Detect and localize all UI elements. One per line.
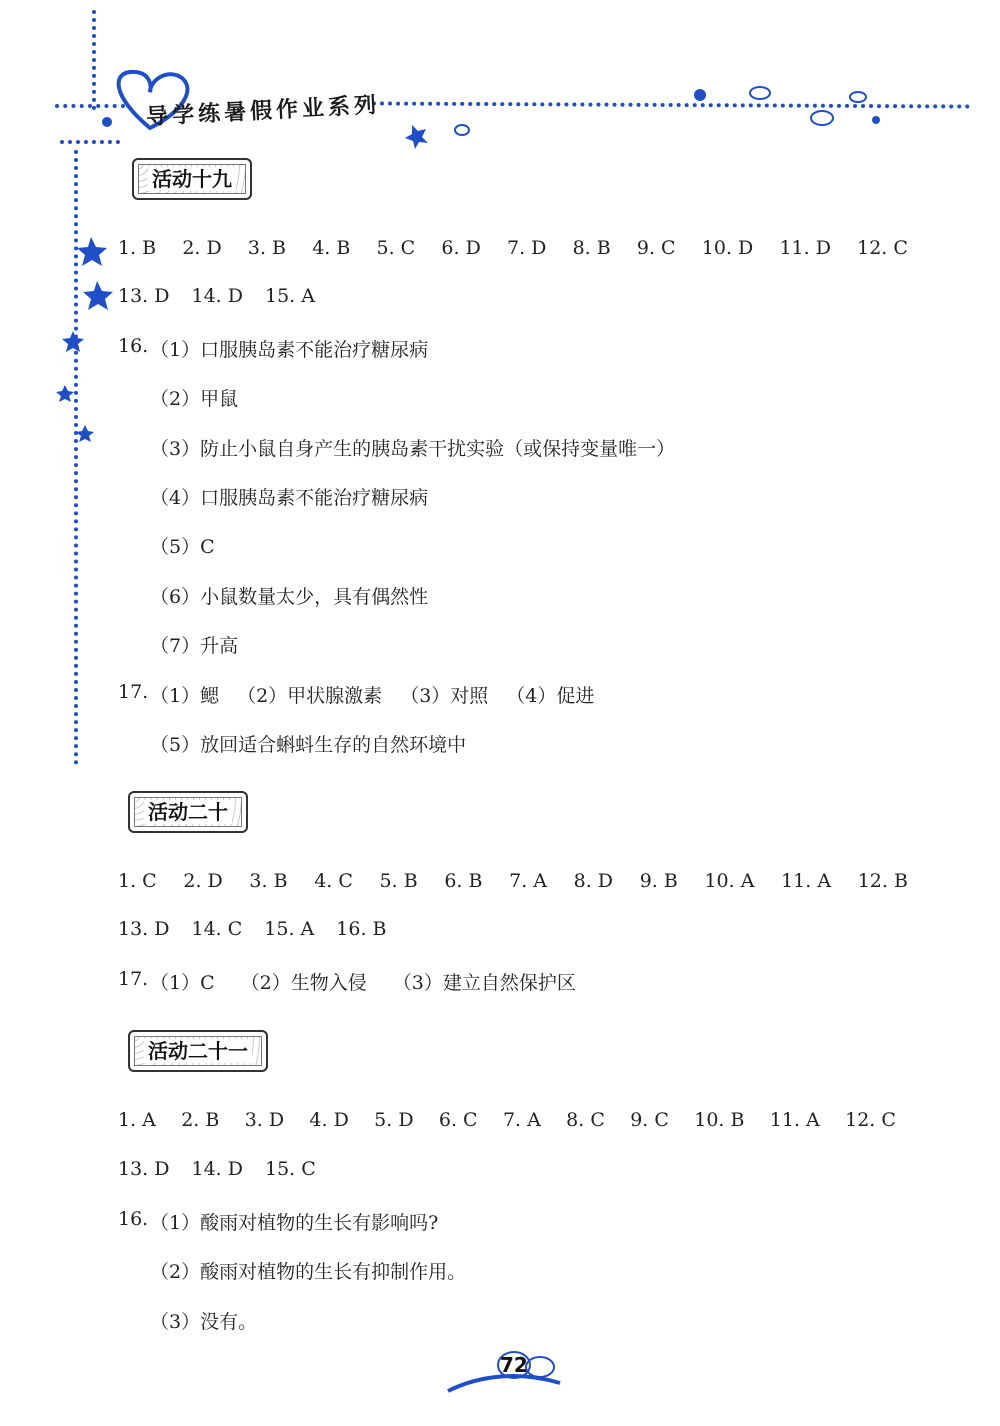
answer-item: 9. B <box>639 870 678 892</box>
mc-answers-row <box>118 237 908 259</box>
answer-part: （7）升高 <box>150 635 239 657</box>
answer-part: （2）酸雨对植物的生长有抑制作用。 <box>150 1261 467 1283</box>
answer-item: 2. B <box>181 1109 220 1131</box>
star-icon <box>77 237 107 266</box>
answer-item: 4. B <box>312 237 351 259</box>
answer-item: 15. A <box>265 285 315 307</box>
answer-item: 8. B <box>572 237 611 259</box>
answer-part: （3）建立自然保护区 <box>392 972 576 994</box>
answer-item: 13. D <box>118 285 170 307</box>
answer-item: 10. D <box>701 237 754 259</box>
answer-item: 6. C <box>438 1109 478 1131</box>
star-icon <box>56 385 74 402</box>
answer-item: 9. C <box>630 1109 669 1131</box>
answer-item: 14. D <box>191 1158 243 1180</box>
answer-part: （2）甲状腺激素 <box>237 685 383 707</box>
answer-item: 12. C <box>857 237 908 259</box>
section-title: 活动十九 <box>148 167 236 191</box>
star-icon <box>83 281 113 310</box>
section-title-badge <box>128 1030 268 1072</box>
question-label: 17. <box>118 968 149 990</box>
answer-part: （5）C <box>150 536 215 558</box>
mc-answers-row <box>118 1109 896 1131</box>
page-number: 72 <box>500 1353 528 1377</box>
section-title-badge <box>128 791 248 833</box>
answer-item: 10. B <box>694 1109 745 1131</box>
answer-line <box>150 681 594 708</box>
answer-item: 5. C <box>376 237 416 259</box>
answer-part: （1）C <box>150 972 215 994</box>
answer-item: 2. D <box>183 870 223 892</box>
answer-item: 1. B <box>118 237 157 259</box>
series-title: 导学练暑假作业系列 <box>145 92 381 131</box>
header-dotted-line-low <box>60 140 120 144</box>
answer-part: （2）生物入侵 <box>240 972 367 994</box>
answer-item: 2. D <box>182 237 222 259</box>
answer-item: 5. B <box>379 870 418 892</box>
header-decoration <box>0 0 1000 160</box>
answer-item: 4. C <box>314 870 353 892</box>
answer-item: 1. C <box>118 870 157 892</box>
answer-item: 12. C <box>845 1109 896 1131</box>
answer-item: 12. B <box>857 870 908 892</box>
answer-part: （4）促进 <box>506 685 595 707</box>
answer-item: 8. C <box>566 1109 605 1131</box>
answer-item: 3. D <box>244 1109 285 1131</box>
answer-part: （1）口服胰岛素不能治疗糖尿病 <box>150 339 429 361</box>
answer-item: 16. B <box>336 918 387 940</box>
answer-item: 13. D <box>118 918 170 940</box>
answer-item: 8. D <box>573 870 614 892</box>
answer-item: 3. B <box>247 237 287 259</box>
answer-item: 11. A <box>769 1109 820 1131</box>
answer-item: 13. D <box>118 1158 170 1180</box>
margin-stars <box>55 235 115 445</box>
header-dotted-line <box>55 104 125 108</box>
answer-item: 5. D <box>374 1109 414 1131</box>
answer-item: 14. C <box>191 918 243 940</box>
answer-item: 1. A <box>118 1109 156 1131</box>
question-label: 16. <box>118 1208 149 1230</box>
cloud-icon <box>455 87 866 135</box>
answer-item: 9. C <box>636 237 676 259</box>
answer-part: （1）酸雨对植物的生长有影响吗? <box>150 1212 439 1234</box>
answer-part: （3）防止小鼠自身产生的胰岛素干扰实验（或保持变量唯一） <box>150 438 676 460</box>
star-icon <box>76 425 94 442</box>
answer-item: 7. D <box>506 237 547 259</box>
question-label: 16. <box>118 335 149 357</box>
mc-answers-row <box>118 1158 316 1180</box>
answer-part: （6）小鼠数量太少，具有偶然性 <box>150 586 429 608</box>
mc-answers-row <box>118 918 387 940</box>
answer-part: （3）没有。 <box>150 1311 258 1333</box>
answer-item: 4. D <box>309 1109 349 1131</box>
answer-item: 11. D <box>779 237 831 259</box>
answer-item: 11. A <box>781 870 832 892</box>
answer-part: （5）放回适合蝌蚪生存的自然环境中 <box>150 734 467 756</box>
mc-answers-row <box>118 285 315 307</box>
star-icon <box>62 331 84 352</box>
answer-part: （2）甲鼠 <box>150 388 239 410</box>
answer-item: 6. D <box>441 237 481 259</box>
answer-item: 7. A <box>509 870 547 892</box>
section-title-badge <box>132 158 252 200</box>
answer-item: 14. D <box>191 285 243 307</box>
answer-item: 3. B <box>249 870 288 892</box>
mc-answers-row <box>118 870 908 892</box>
answer-item: 10. A <box>704 870 755 892</box>
answer-part: （4）口服胰岛素不能治疗糖尿病 <box>150 487 429 509</box>
answer-line <box>150 968 576 995</box>
answer-item: 15. A <box>264 918 315 940</box>
margin-dotted-line <box>92 10 96 110</box>
section-title: 活动二十 <box>144 800 232 824</box>
answer-item: 7. A <box>502 1109 541 1131</box>
section-title: 活动二十一 <box>144 1039 252 1063</box>
answer-part: （1）鳃 <box>150 685 220 707</box>
answer-item: 6. B <box>444 870 483 892</box>
answer-part: （3）对照 <box>400 685 489 707</box>
question-label: 17. <box>118 681 149 703</box>
answer-item: 15. C <box>265 1158 316 1180</box>
